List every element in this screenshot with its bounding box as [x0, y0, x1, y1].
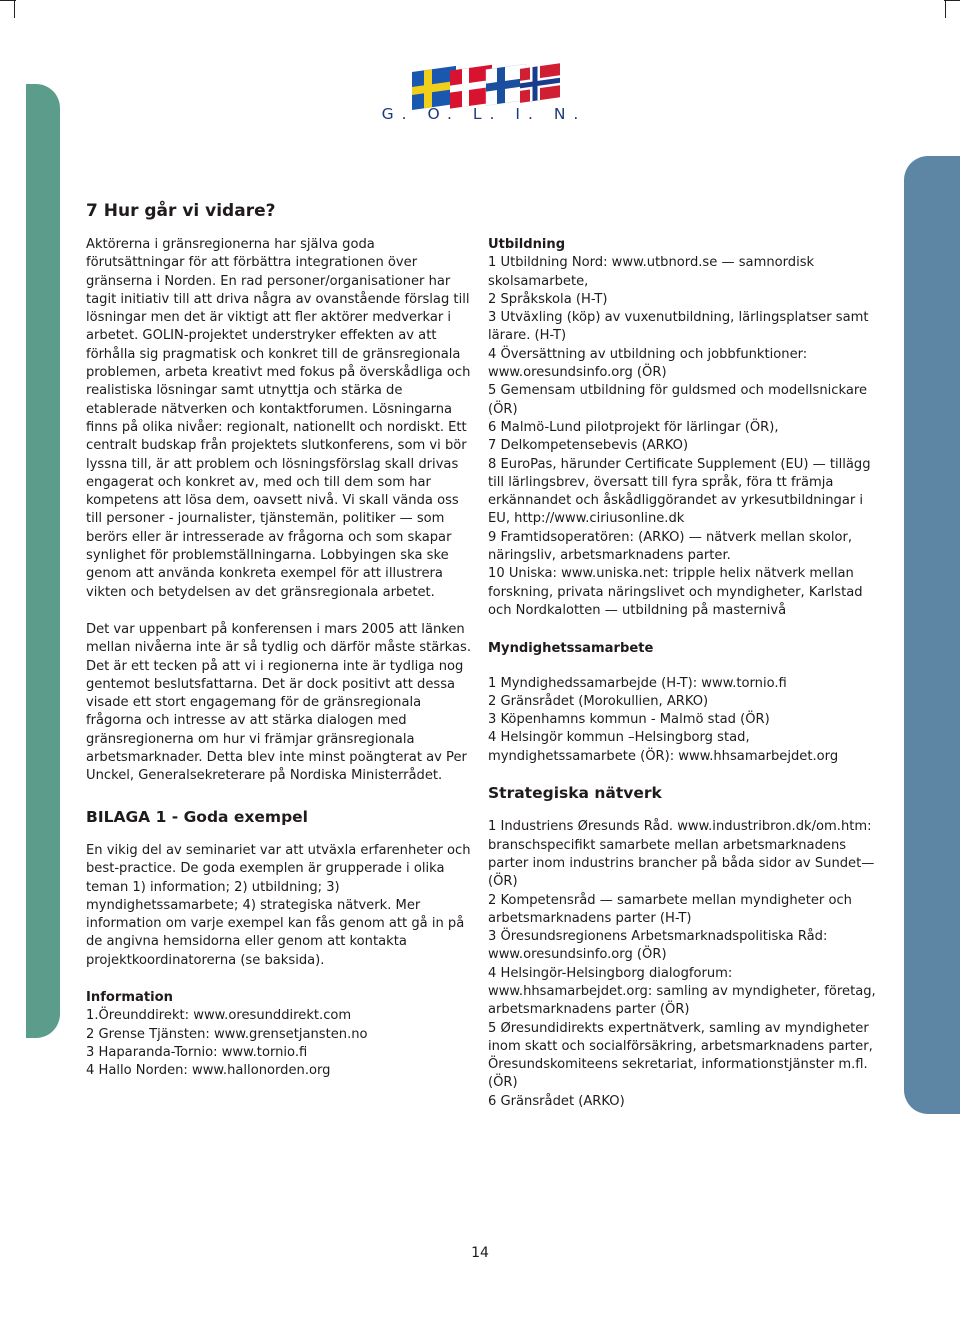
right-column	[488, 236, 884, 1111]
annex-title: BILAGA 1 - Goda exempel	[86, 807, 308, 826]
list-item: 6 Malmö-Lund pilotprojekt för lärlingar (ÖR),	[488, 419, 779, 435]
list-item: 4 Helsingör kommun –Helsingborg stad, myndighetssamarbete (ÖR): www.hhsamarbejdet.org	[488, 730, 839, 764]
list-item: 3 Öresundsregionens Arbetsmarknadspolitiska Råd: www.oresundsinfo.org (ÖR)	[488, 929, 828, 963]
left-margin-tab	[26, 84, 60, 1038]
list-item: 7 Delkompetensebevis (ARKO)	[488, 438, 689, 454]
logo-text: G. O. L. I. N.	[381, 105, 587, 123]
list-item: 5 Gemensam utbildning för guldsmed och modellsnickare (ÖR)	[488, 383, 868, 417]
list-item: 3 Utväxling (köp) av vuxenutbildning, lärlingsplatser samt lärare. (H-T)	[488, 310, 869, 344]
authority-list	[488, 675, 884, 766]
norwegian-flag-icon	[520, 63, 560, 103]
list-item: 3 Haparanda-Tornio: www.tornio.fi	[86, 1044, 308, 1060]
danish-flag-icon	[450, 65, 492, 109]
list-item: 4 Hallo Norden: www.hallonorden.org	[86, 1063, 331, 1079]
list-item: 2 Kompetensråd — samarbete mellan myndigheter och arbetsmarknadens parter (H-T)	[488, 892, 852, 926]
swedish-flag-icon	[412, 66, 456, 110]
list-item: 2 Språkskola (H-T)	[488, 291, 608, 307]
list-item: 5 Øresundidirekts expertnätverk, samling av myndigheter inom skatt och socialförsäkring, arbetsmarknadens parter, Öresundskomiteens sekretariat, informationstjänster m.fl. (ÖR)	[488, 1020, 873, 1091]
list-item: 1 Utbildning Nord: www.utbnord.se — samnordisk skolsamarbete,	[488, 255, 815, 289]
crop-mark	[944, 0, 960, 1]
education-list	[488, 254, 884, 620]
body-paragraph: Det var uppenbart på konferensen i mars 2005 att länken mellan nivåerna inte är så tydlig och därför måste stärkas. Det är ett tecken på att vi i regionerna inte är tydliga nog gentemot beslutsfattarna. Det är dock positivt att dessa visade ett stort engagemang för de gränsregionala frågorna och intresse av att stärka dialogen med gränsregionerna om hur vi främjar gränsregionala arbetsmarknader. Detta blev inte minst poängterat av Per Unckel, Generalsekreterare på Nordiska Ministerrådet.	[86, 621, 472, 784]
body-paragraph: Aktörerna i gränsregionerna har själva goda förutsättningar för att förbättra integrationen över gränserna i Norden. En rad personer/organisationer har tagit initiativ till att driva några av ovanstående förslag till lösningar men det är viktigt att fler aktörer medverkar i arbetet. GOLIN-projektet understryker effekten av att förhålla sig pragmatisk och konkret till de gränsregionala problemen, arbeta kreativt med fokus på överskådliga och realistiska lösningar samt utnyttja och stärka de etablerade nätverken och kontaktforumen. Lösningarna finns på olika nivåer: regionalt, nationellt och nordiskt. Ett centralt budskap från projektets slutkonferens, som vi bör lyssna till, är att problem och lösningsförslag skall drivas engagerat och konkret av, med och till dem som har kompetens att lösa dem, oavsett nivå. Vi skall vända oss till personer - journalister, tjänstemän, politiker — som berörs eller är intresserade av frågorna och som skapar synlighet för problemställningarna. Lobbyingen ska ske genom att använda konkreta exempel för att illustrera vikten och betydelsen av det gränsregionala arbetet.	[86, 237, 471, 600]
authority-heading: Myndighetssamarbete	[488, 641, 654, 657]
list-item: 1 Industriens Øresunds Råd. www.industribron.dk/om.htm: branschspecifikt samarbete mellan arbetsmarknadens parter inom industrins brancher på båda sidor av Sundet— (ÖR)	[488, 819, 875, 890]
strategic-heading: Strategiska nätverk	[488, 784, 662, 803]
strategic-list	[488, 818, 884, 1111]
annex-intro: En vikig del av seminariet var att utväxla erfarenheter och best-practice. De goda exemplen är grupperade i olika teman 1) information; 2) utbildning; 3) myndighetssamarbete; 4) strategiska nätverk. Mer information om varje exempel kan fås genom att gå in på de angivna hemsidorna eller genom att kontakta projektkoordinatorerna (se baksida).	[86, 842, 471, 968]
list-item: 2 Grense Tjänsten: www.grensetjansten.no	[86, 1026, 368, 1042]
list-item: 8 EuroPas, härunder Certificate Supplement (EU) — tillägg till lärlingsbrev, översatt till fyra språk, föra tt främja erkännandet och åskådliggörandet av yrkesutbildningar i EU, http://www.ciriusonline.dk	[488, 456, 871, 527]
education-heading: Utbildning	[488, 237, 566, 252]
list-item: 4 Översättning av utbildning och jobbfunktioner: www.oresundsinfo.org (ÖR)	[488, 346, 808, 381]
section-title: 7 Hur går vi vidare?	[86, 201, 276, 221]
list-item: 1 Myndighedssamarbejde (H-T): www.tornio.fi	[488, 675, 787, 691]
list-item: 4 Helsingör-Helsingborg dialogforum: www.hhsamarbejdet.org: samling av myndigheter, företag, arbetsmarknadens parter (ÖR)	[488, 965, 876, 1018]
list-item: 6 Gränsrådet (ARKO)	[488, 1093, 625, 1109]
list-item: 10 Uniska: www.uniska.net: tripple helix nätverk mellan forskning, privata näringslivet och myndigheter, Karlstad och Nordkalotten — utbildning på masternivå	[488, 566, 863, 618]
list-item: 2 Gränsrådet (Morokullien, ARKO)	[488, 693, 709, 709]
information-list	[86, 1007, 476, 1080]
list-item: 1.Öreunddirekt: www.oresunddirekt.com	[86, 1008, 352, 1024]
list-item: 3 Köpenhamns kommun - Malmö stad (ÖR)	[488, 712, 770, 728]
left-column	[86, 236, 476, 1080]
page-number: 14	[471, 1245, 489, 1261]
information-heading: Information	[86, 989, 173, 1005]
list-item: 9 Framtidsoperatören: (ARKO) — nätverk mellan skolor, näringsliv, arbetsmarknadens parter.	[488, 529, 853, 564]
crop-mark	[14, 0, 15, 18]
crop-mark	[945, 0, 946, 18]
right-margin-tab	[904, 156, 960, 1114]
